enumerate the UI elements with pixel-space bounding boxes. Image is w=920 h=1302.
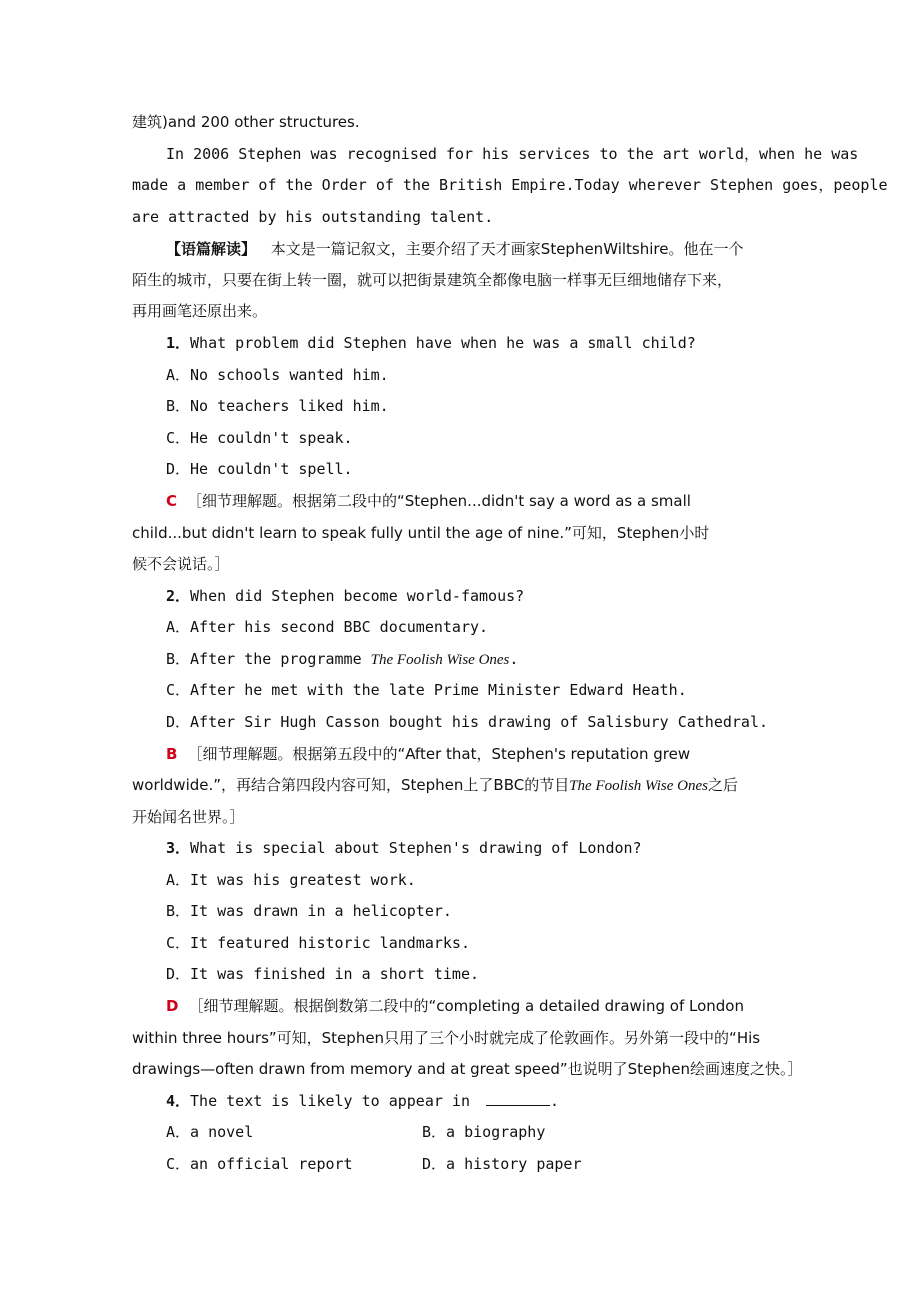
explanation-text: ［细节理解题。根据第五段中的“After that，Stephen's reputation grew bbox=[187, 745, 691, 763]
option-c[interactable]: C．After he met with the late Prime Minister Edward Heath. bbox=[166, 681, 687, 699]
option-a[interactable]: A．After his second BBC documentary. bbox=[166, 618, 489, 636]
explanation-text: ［细节理解题。根据第二段中的“Stephen...didn't say a word as a small bbox=[187, 492, 691, 510]
explanation-text: worldwide.”，再结合第四段内容可知，Stephen上了BBC的节目 bbox=[132, 776, 570, 794]
option-d[interactable]: D．After Sir Hugh Casson bought his drawing of Salisbury Cathedral. bbox=[166, 713, 768, 731]
programme-title: The Foolish Wise Ones bbox=[370, 652, 510, 668]
option-d[interactable]: D．a history paper bbox=[422, 1155, 582, 1173]
answer-explanation bbox=[166, 742, 792, 766]
question-stem bbox=[166, 1089, 792, 1113]
summary-label: 【语篇解读】 bbox=[166, 240, 257, 258]
answer-letter: C bbox=[166, 492, 178, 510]
option-b[interactable]: B．No teachers liked him. bbox=[166, 397, 389, 415]
option-b[interactable] bbox=[166, 647, 792, 671]
question-end: . bbox=[550, 1092, 560, 1110]
option-a[interactable]: A．a novel bbox=[166, 1123, 254, 1141]
summary-line bbox=[166, 237, 792, 261]
explanation-line: drawings—often drawn from memory and at great speed”也说明了Stephen绘画速度之快。］ bbox=[132, 1060, 803, 1078]
explanation-line: child...but didn't learn to speak fully until the age of nine.”可知，Stephen小时 bbox=[132, 524, 710, 542]
option-a[interactable]: A．No schools wanted him. bbox=[166, 366, 389, 384]
explanation-text: 之后 bbox=[707, 776, 738, 794]
answer-blank[interactable] bbox=[486, 1091, 550, 1106]
option-c[interactable]: C．an official report bbox=[166, 1155, 353, 1173]
option-b[interactable]: B．It was drawn in a helicopter. bbox=[166, 902, 452, 920]
answer-explanation bbox=[166, 489, 792, 513]
option-d[interactable]: D．He couldn't spell. bbox=[166, 460, 353, 478]
passage-line: In 2006 Stephen was recognised for his services to the art world，when he was bbox=[166, 145, 859, 163]
passage-line: 建筑)and 200 other structures. bbox=[132, 113, 360, 131]
option-d[interactable]: D．It was finished in a short time. bbox=[166, 965, 480, 983]
explanation-line: 候不会说话。］ bbox=[132, 555, 230, 573]
question-number: 1． bbox=[166, 334, 191, 352]
question-stem bbox=[166, 331, 792, 355]
explanation-line: within three hours”可知，Stephen只用了三个小时就完成了伦敦画作。另外第一段中的“His bbox=[132, 1029, 761, 1047]
question-text: What problem did Stephen have when he was a small child? bbox=[190, 334, 696, 352]
explanation-text: ［细节理解题。根据倒数第二段中的“completing a detailed drawing of London bbox=[188, 997, 744, 1015]
option-row bbox=[166, 1152, 792, 1176]
passage-line: made a member of the Order of the British Empire.Today wherever Stephen goes，people bbox=[132, 176, 888, 194]
programme-title: The Foolish Wise Ones bbox=[569, 778, 708, 794]
option-b-end: . bbox=[509, 650, 519, 668]
question-text: The text is likely to appear in bbox=[190, 1092, 470, 1110]
question-number: 4． bbox=[166, 1092, 191, 1110]
option-row bbox=[166, 1120, 792, 1144]
option-c[interactable]: C．It featured historic landmarks. bbox=[166, 934, 470, 952]
option-c[interactable]: C．He couldn't speak. bbox=[166, 429, 353, 447]
explanation-line: 开始闻名世界。］ bbox=[132, 808, 245, 826]
option-a[interactable]: A．It was his greatest work. bbox=[166, 871, 416, 889]
option-b[interactable]: B．a biography bbox=[422, 1123, 546, 1141]
answer-letter: D bbox=[166, 997, 179, 1015]
question-number: 2． bbox=[166, 587, 191, 605]
question-text: What is special about Stephen's drawing of London? bbox=[190, 839, 642, 857]
question-number: 3． bbox=[166, 839, 191, 857]
answer-letter: B bbox=[166, 745, 178, 763]
question-stem bbox=[166, 836, 792, 860]
summary-line: 再用画笔还原出来。 bbox=[132, 302, 268, 320]
question-text: When did Stephen become world-famous? bbox=[190, 587, 525, 605]
summary-text: 本文是一篇记叙文，主要介绍了天才画家StephenWiltshire。他在一个 bbox=[270, 240, 744, 258]
option-b-text: B．After the programme bbox=[166, 650, 371, 668]
question-stem bbox=[166, 584, 792, 608]
explanation-line bbox=[132, 773, 792, 797]
answer-explanation bbox=[166, 994, 792, 1018]
passage-line: are attracted by his outstanding talent. bbox=[132, 208, 494, 226]
summary-line: 陌生的城市，只要在街上转一圈，就可以把街景建筑全都像电脑一样事无巨细地储存下来， bbox=[132, 271, 733, 289]
